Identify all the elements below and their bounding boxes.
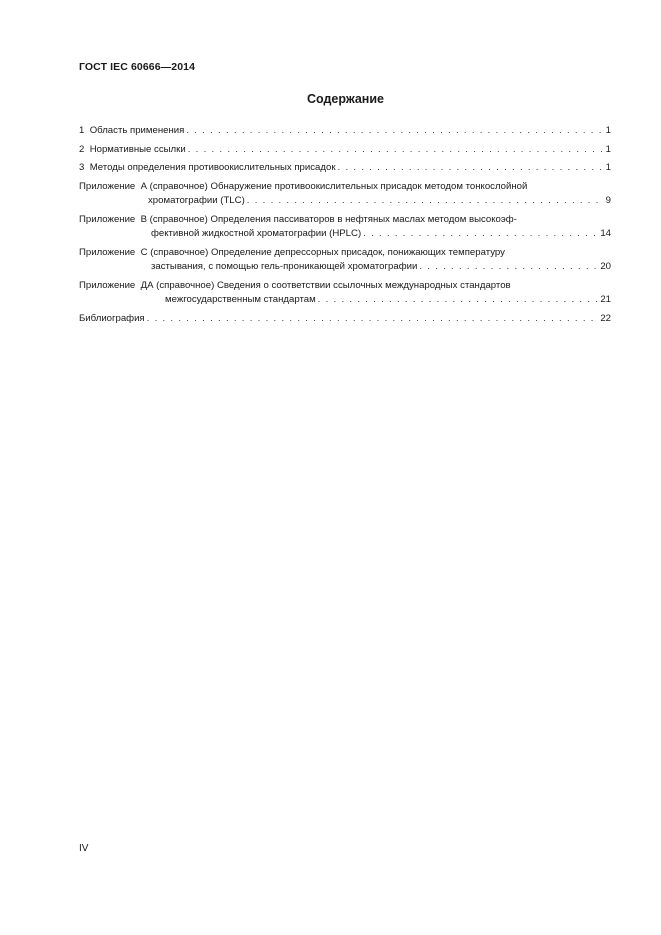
toc-entry-page: 1 — [605, 125, 611, 136]
dot-leader — [338, 161, 604, 176]
appendix-prefix: Приложение ДА (справочное) — [79, 279, 215, 291]
page-number: IV — [79, 843, 89, 854]
appendix-prefix: Приложение А (справочное) — [79, 180, 208, 192]
toc-entry-3[interactable] — [79, 161, 611, 176]
appendix-title-line2: хроматографии (TLC) — [148, 195, 245, 206]
table-of-contents — [79, 124, 611, 326]
toc-appendix-a[interactable] — [79, 180, 611, 209]
toc-entry-page: 1 — [605, 143, 611, 155]
dot-leader — [147, 312, 599, 327]
toc-entry-1[interactable] — [79, 124, 611, 139]
toc-entry-number: 2 — [79, 143, 85, 155]
document-code: ГОСТ IEC 60666—2014 — [79, 61, 196, 73]
appendix-title-line1: Определения пассиваторов в нефтяных маслах методом высокоэф- — [210, 213, 517, 225]
toc-entry-page: 14 — [600, 228, 611, 239]
bibliography-title: Библиография — [79, 312, 145, 324]
toc-entry-title: Область применения — [89, 125, 185, 136]
dot-leader — [318, 293, 599, 308]
toc-entry-page: 1 — [605, 162, 611, 173]
toc-appendix-da[interactable] — [79, 279, 611, 308]
dot-leader — [186, 124, 603, 139]
appendix-title-line2: застывания, с помощью гель-проникающей хроматографии — [151, 261, 418, 272]
toc-entry-number: 3 — [79, 162, 85, 173]
appendix-title-line2: фективной жидкостной хроматографии (HPLC) — [151, 228, 362, 239]
appendix-title-line1: Сведения о соответствии ссылочных международных стандартов — [216, 279, 511, 291]
appendix-title-line1: Определение депрессорных присадок, понижающих температуру — [211, 246, 505, 258]
toc-bibliography[interactable] — [79, 312, 611, 327]
appendix-prefix: Приложение С (справочное) — [79, 246, 209, 258]
toc-appendix-c[interactable] — [79, 246, 611, 275]
toc-entry-page: 9 — [605, 195, 611, 206]
appendix-title-line2: межгосударственным стандартам — [165, 294, 316, 305]
dot-leader — [419, 260, 598, 275]
toc-entry-title: Методы определения противоокислительных присадок — [89, 162, 336, 173]
dot-leader — [363, 227, 598, 242]
toc-entry-page: 21 — [600, 294, 611, 305]
toc-entry-2[interactable] — [79, 143, 611, 158]
toc-appendix-b[interactable] — [79, 213, 611, 242]
dot-leader — [247, 194, 604, 209]
toc-entry-number: 1 — [79, 125, 85, 136]
appendix-title-line1: Обнаружение противоокислительных присадок методом тонкослойной — [210, 180, 528, 192]
dot-leader — [188, 143, 604, 158]
toc-entry-page: 22 — [600, 312, 611, 324]
toc-entry-title: Нормативные ссылки — [89, 143, 186, 155]
toc-entry-page: 20 — [600, 261, 611, 272]
toc-title: Содержание — [306, 92, 384, 106]
appendix-prefix: Приложение В (справочное) — [79, 213, 208, 225]
